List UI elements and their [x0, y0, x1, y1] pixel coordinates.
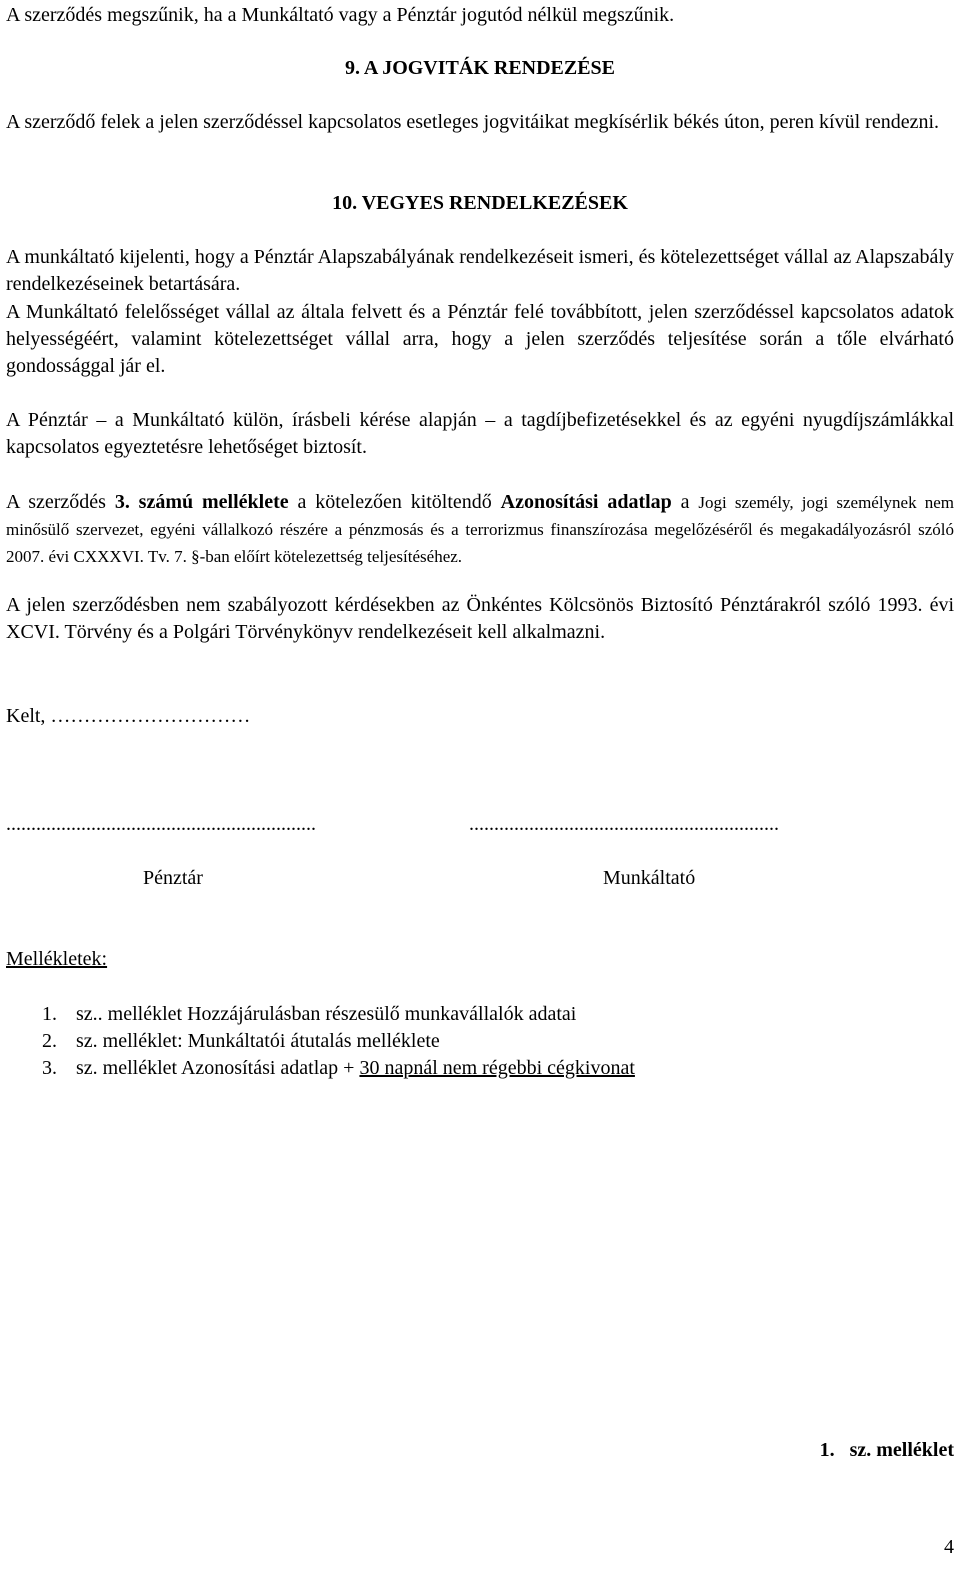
attachment-item: [42, 1055, 635, 1082]
signature-line-left: ..............................................................: [6, 813, 316, 835]
section-10-paragraph-5: A jelen szerződésben nem szabályozott kérdésekben az Önkéntes Kölcsönös Biztosító Pénztárakról szóló 1993. évi XCVI. Törvény és a Polgári Törvénykönyv rendelkezéseit kell alkalmazni.: [6, 594, 954, 643]
section-9-paragraph: A szerződő felek a jelen szerződéssel kapcsolatos esetleges jogvitáikat megkísérlik békés úton, peren kívül rendezni.: [6, 111, 940, 133]
attachment-number: 1.: [42, 1003, 57, 1025]
p4-annex-3-ref: 3. számú melléklete: [114, 491, 289, 513]
attachment-text: sz. melléklet Azonosítási adatlap +: [76, 1057, 360, 1079]
attachment-item: [42, 1028, 440, 1055]
p4-legal-text: Jogi személy, jogi személynek nem minősülő szervezet, egyéni vállalkozó részére a pénzmosás és a terrorizmus finanszírozása megelőzéséről és megakadályozásról szóló 2007. évi CXXXVI. Tv. 7. §-ban előírt kötelezettség teljesítéséhez.: [6, 493, 954, 566]
p4-form-name: Azonosítási adatlap: [500, 491, 672, 513]
termination-sentence: A szerződés megszűnik, ha a Munkáltató vagy a Pénztár jogutód nélkül megszűnik.: [6, 4, 675, 26]
section-10-paragraph-1: A munkáltató kijelenti, hogy a Pénztár Alapszabályának rendelkezéseit ismeri, és kötelezettséget vállal az Alapszabály rendelkezéseinek betartására.: [6, 246, 954, 295]
attachment-text: sz.. melléklet Hozzájárulásban részesülő munkavállalók adatai: [76, 1003, 577, 1025]
section-9-heading: 9. A JOGVITÁK RENDEZÉSE: [344, 57, 616, 79]
signature-label-left: Pénztár: [143, 867, 203, 889]
p4-text-5: a: [671, 491, 699, 513]
attachment-underlined-text: 30 napnál nem régebbi cégkivonat: [359, 1057, 635, 1079]
p4-text-1: A szerződés: [6, 491, 115, 513]
section-10-paragraph-4: [6, 489, 954, 570]
signature-label-right: Munkáltató: [603, 867, 696, 889]
section-10-paragraph-3: A Pénztár – a Munkáltató külön, írásbeli kérése alapján – a tagdíjbefizetésekkel és az egyéni nyugdíjszámlákkal kapcsolatos egyeztetésre lehetőséget biztosít.: [6, 409, 954, 458]
attachment-item: [42, 1001, 576, 1028]
section-10-paragraph-2: A Munkáltató felelősséget vállal az általa felvett és a Pénztár felé továbbított, jelen szerződéssel kapcsolatos adatok helyességéért, valamint kötelezettséget vállal arra, hogy a jelen szerződés teljesítése során a tőle elvárható gondossággal jár el.: [6, 301, 954, 377]
place-date-line: Kelt, …………………………: [6, 705, 251, 727]
next-annex-label: 1. sz. melléklet: [819, 1439, 954, 1461]
attachment-text: sz. melléklet: Munkáltatói átutalás melléklete: [76, 1030, 440, 1052]
section-10-heading: 10. VEGYES RENDELKEZÉSEK: [332, 192, 628, 214]
attachments-title: Mellékletek:: [6, 948, 108, 970]
attachment-number: 3.: [42, 1057, 57, 1079]
p4-text-3: a kötelezően kitöltendő: [288, 491, 501, 513]
attachment-number: 2.: [42, 1030, 57, 1052]
signature-line-right: ..............................................................: [469, 813, 779, 835]
page-number: 4: [944, 1536, 954, 1558]
